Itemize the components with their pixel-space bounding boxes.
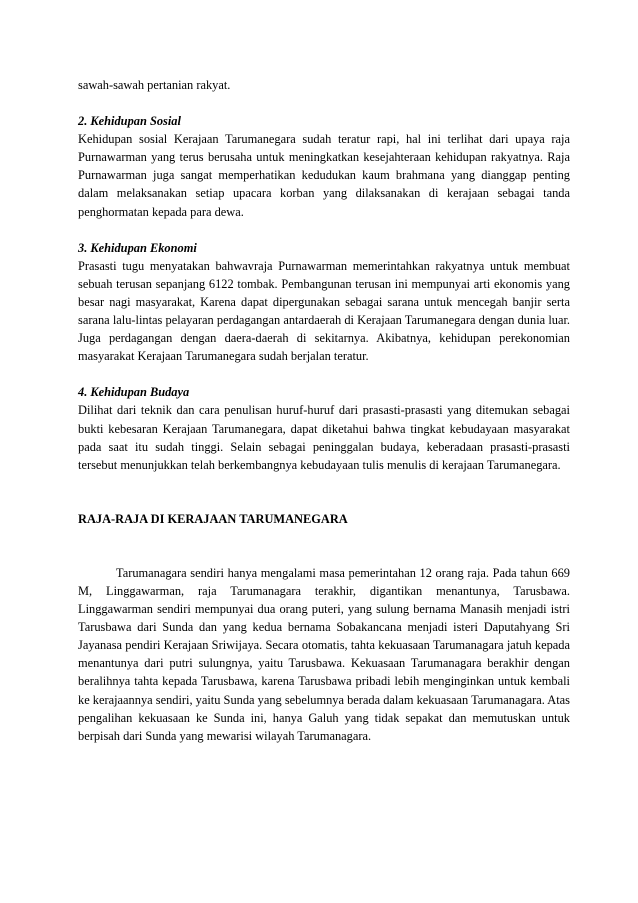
section-body: Prasasti tugu menyatakan bahwavraja Purnawarman memerintahkan rakyatnya untuk membuat sebuah terusan sepanjang 6122 tombak. Pembangunan terusan ini mempunyai arti ekonomis yang besar nagi masyarakat, Karena dapat dipergunakan sebagai sarana untuk mencegah banjir serta sarana lalu-lintas pelayaran perdagangan antardaerah di Kerajaan Tarumanegara dengan dunia luar. Juga perdagangan dengan daera-daerah di sekitarnya. Akibatnya, kehidupan perekonomian masyarakat Kerajaan Tarumanegara sudah berjalan teratur.: [78, 258, 570, 364]
section-body: Kehidupan sosial Kerajaan Tarumanegara sudah teratur rapi, hal ini terlihat dari upaya raja Purnawarman yang terus berusaha untuk meningkatkan kesejahteraan kehidupan rakyatnya. Raja Purnawarman juga sangat memperhatikan kedudukan kaum brahmana yang dianggap penting dalam melaksanakan setiap upacara korban yang dilaksanakan di kerajaan sebagai tanda penghormatan kepada para dewa.: [78, 132, 570, 219]
document-page: [78, 76, 570, 745]
main-body-paragraph: Tarumanagara sendiri hanya mengalami masa pemerintahan 12 orang raja. Pada tahun 669 M, Linggawarman, raja Tarumanagara terakhir, digantikan menantunya, Tarusbawa. Linggawarman sendiri mempunyai dua orang puteri, yang sulung bernama Manasih menjadi istri Tarusbawa dari Sunda dan yang kedua bernama Sobakancana menjadi isteri Daputahyang Sri Jayanasa pendiri Kerajaan Sriwijaya. Secara otomatis, tahta kekuasaan Tarumanagara jatuh kepada menantunya dari putri sulungnya, yaitu Tarusbawa. Kekuasaan Tarumanagara berakhir dengan beralihnya tahta kepada Tarusbawa, karena Tarusbawa pribadi lebih menginginkan untuk kembali ke kerajaannya sendiri, yaitu Sunda yang sebelumnya berada dalam kekuasaan Tarumanagara. Atas pengalihan kekuasaan ke Sunda ini, hanya Galuh yang tidak sepakat dan memutuskan untuk berpisah dari Sunda yang mewarisi wilayah Tarumanagara.: [78, 565, 570, 743]
section-heading: 2. Kehidupan Sosial: [78, 114, 181, 129]
section-body: Dilihat dari teknik dan cara penulisan huruf-huruf dari prasasti-prasasti yang ditemukan sebagai bukti kebesaran Kerajaan Tarumanegara, dapat diketahui bahwa tingkat kebudayaan masyarakat pada saat itu sudah tinggi. Selain sebagai peninggalan budaya, keberadaan prasasti-prasasti tersebut menunjukkan telah berkembangnya kebudayaan tulis menulis di kerajaan Tarumanegara.: [78, 403, 570, 472]
section-heading: 4. Kehidupan Budaya: [78, 385, 190, 400]
section-kehidupan-sosial: [78, 112, 570, 221]
section-kehidupan-ekonomi: [78, 239, 570, 366]
section-heading: 3. Kehidupan Ekonomi: [78, 240, 197, 255]
main-heading: RAJA-RAJA DI KERAJAAN TARUMANEGARA: [78, 511, 348, 526]
section-kehidupan-budaya: [78, 383, 570, 473]
intro-tail-paragraph: sawah-sawah pertanian rakyat.: [78, 78, 231, 92]
